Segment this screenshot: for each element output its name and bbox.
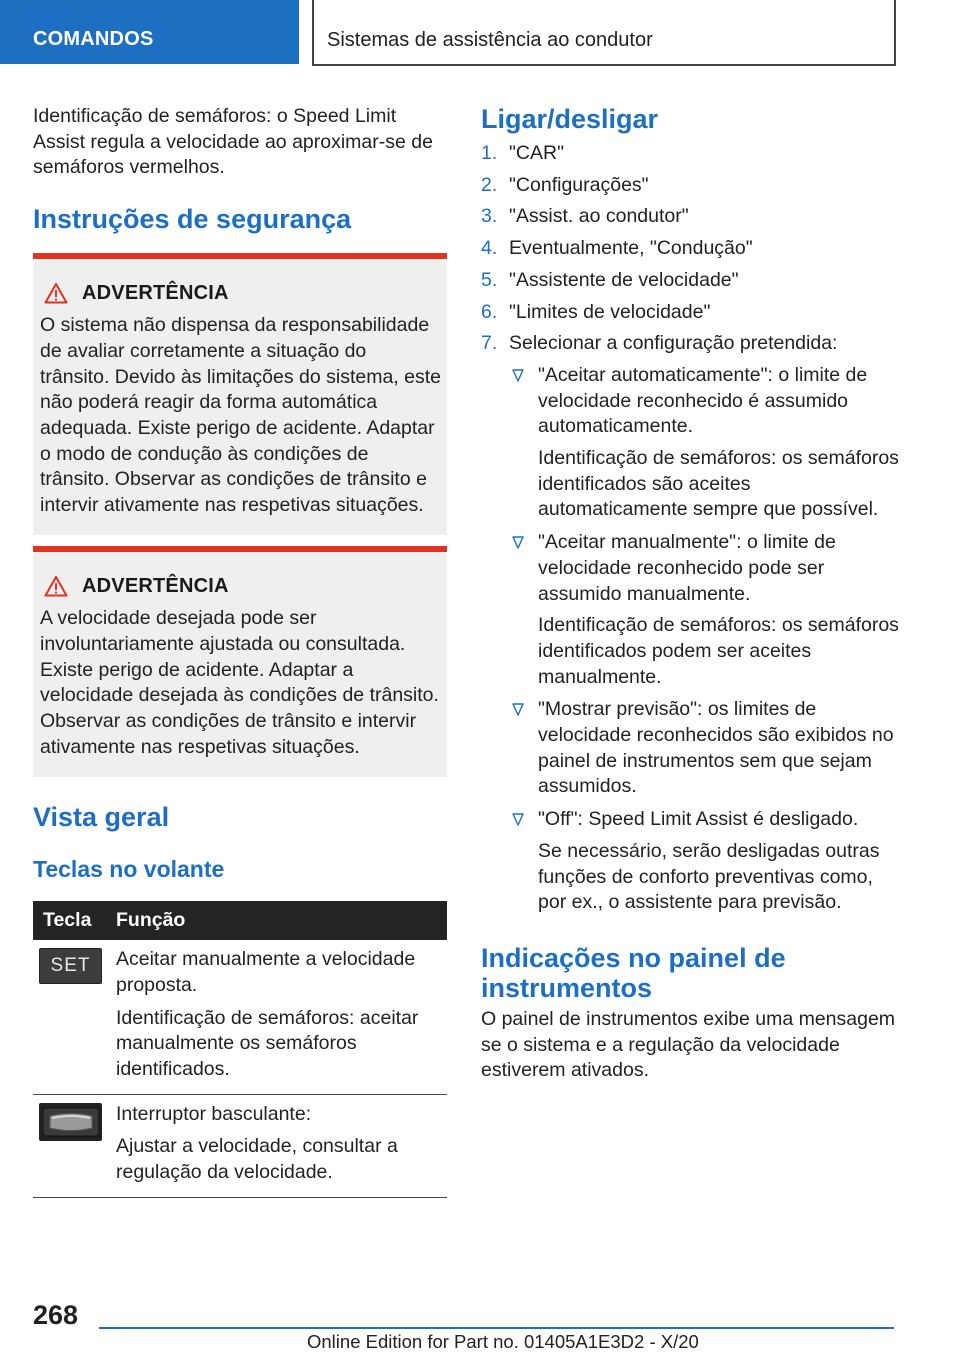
option-note: Identificação de semáforos: os semáforos identificados são aceites automaticamente sempre que possível.: [538, 447, 899, 521]
steps-list: [481, 141, 901, 916]
left-column: [33, 104, 447, 1198]
rocker-switch-icon: [39, 1103, 102, 1141]
safety-heading: Instruções de segurança: [33, 204, 352, 235]
list-item: [509, 697, 901, 800]
key-cell: [33, 940, 116, 1094]
step-text: "Configurações": [509, 173, 649, 196]
function-note: Identificação de semáforos: aceitar manualmente os semáforos identificados.: [116, 1006, 419, 1080]
table-row: [33, 940, 447, 1094]
page-number: 268: [33, 1300, 79, 1330]
warning-title: [40, 281, 447, 305]
function-text: Interruptor basculante:: [116, 1102, 312, 1125]
list-item: [509, 530, 901, 690]
warning-triangle-icon: [44, 575, 68, 597]
step-text: Selecionar a configuração pretendida:: [509, 332, 838, 355]
table-row: [33, 1094, 447, 1197]
option-text: "Off": Speed Limit Assist é desligado.: [538, 808, 859, 831]
list-item: [509, 807, 901, 916]
step-number: 1.: [481, 142, 498, 164]
section-tab: [0, 0, 299, 64]
step-text: Eventualmente, "Condução": [509, 237, 753, 260]
right-column: [481, 104, 901, 1084]
step-text: "CAR": [509, 142, 565, 164]
keys-table: [33, 901, 447, 1198]
onoff-heading: Ligar/desligar: [481, 104, 659, 134]
section-title: COMANDOS: [33, 28, 154, 50]
intro-paragraph: Identificação de semáforos: o Speed Limit Assist regula a velocidade ao aproximar-se de semáforos vermelhos.: [33, 105, 433, 179]
chapter-header: [312, 0, 896, 66]
list-item: [481, 204, 901, 230]
table-header-row: [33, 901, 447, 940]
function-note: Ajustar a velocidade, consultar a regulação da velocidade.: [116, 1135, 398, 1184]
function-cell: [116, 940, 447, 1094]
step-text: "Assistente de velocidade": [509, 268, 739, 291]
list-item: [481, 268, 901, 294]
key-cell: [33, 1094, 116, 1197]
warning-title-text: ADVERTÊNCIA: [82, 281, 229, 304]
warning-text: A velocidade desejada pode ser involuntariamente ajustada ou consultada. Existe perigo de acidente. Adaptar a velocidade desejada às condições de trânsito. Observar as condições de trânsito e intervir ativamente nas respetivas situações.: [40, 607, 439, 758]
list-item: [481, 141, 901, 167]
option-text: "Aceitar manualmente": o limite de velocidade reconhecido pode ser assumido manualmente.: [538, 531, 836, 605]
step-text: "Assist. ao condutor": [509, 205, 689, 228]
set-button-label: SET: [50, 955, 91, 977]
edition-note: Online Edition for Part no. 01405A1E3D2 - X/20: [307, 1331, 699, 1352]
warning-title: [40, 574, 447, 598]
function-text: Aceitar manualmente a velocidade proposta.: [116, 948, 416, 996]
option-text: "Aceitar automaticamente": o limite de velocidade reconhecido é assumido automaticamente.: [538, 363, 868, 438]
cluster-heading: Indicações no painel de instrumentos: [481, 942, 786, 1003]
step-number: 4.: [481, 237, 498, 260]
step-number: 3.: [481, 205, 498, 228]
list-item: [481, 331, 901, 916]
option-text: "Mostrar previsão": os limites de velocidade reconhecidos são exibidos no painel de instrumentos sem que sejam assumidos.: [538, 698, 894, 798]
step-number: 7.: [481, 332, 498, 355]
column-header-key: Tecla: [33, 901, 116, 940]
warning-box: [33, 546, 447, 777]
list-item: [481, 173, 901, 199]
triangle-bullet-icon: [512, 703, 524, 716]
list-item: [481, 300, 901, 326]
chapter-title: Sistemas de assistência ao condutor: [327, 29, 653, 51]
step-number: 2.: [481, 173, 498, 196]
warning-triangle-icon: [44, 282, 68, 304]
options-list: [509, 363, 901, 916]
list-item: [509, 363, 901, 523]
step-number: 6.: [481, 300, 498, 323]
warning-box: [33, 253, 447, 535]
function-cell: [116, 1094, 447, 1197]
triangle-bullet-icon: [512, 813, 524, 826]
step-number: 5.: [481, 268, 498, 291]
warning-title-text: ADVERTÊNCIA: [82, 574, 229, 597]
footer-divider: [99, 1327, 894, 1329]
column-header-function: Função: [116, 901, 447, 940]
overview-heading: Vista geral: [33, 802, 170, 833]
warning-text: O sistema não dispensa da responsabilidade de avaliar corretamente a situação do trânsito. Devido às limitações do sistema, este não poderá reagir da forma automática adequada. Existe perigo de acidente. Adaptar o modo de condução às condições de trânsito. Observar as condições de trânsito e intervir ativamente nas respetivas situações.: [40, 314, 442, 517]
set-button-icon: [39, 948, 102, 984]
triangle-bullet-icon: [512, 536, 524, 549]
list-item: [481, 236, 901, 262]
step-text: "Limites de velocidade": [509, 300, 711, 323]
cluster-paragraph: O painel de instrumentos exibe uma mensagem se o sistema e a regulação da velocidade estiverem ativados.: [481, 1007, 896, 1082]
option-note: Se necessário, serão desligadas outras funções de conforto preventivas como, por ex., o assistente para previsão.: [538, 839, 880, 914]
triangle-bullet-icon: [512, 369, 524, 382]
option-note: Identificação de semáforos: os semáforos identificados podem ser aceites manualmente.: [538, 614, 899, 688]
keys-heading: Teclas no volante: [33, 856, 225, 883]
